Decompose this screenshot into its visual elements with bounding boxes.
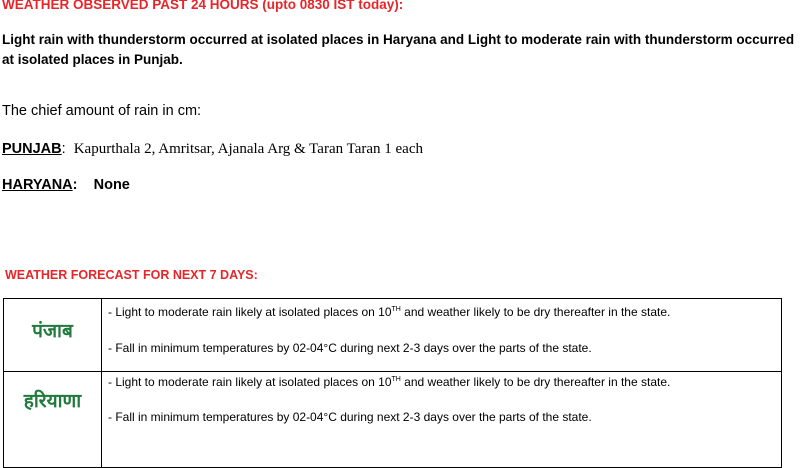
observed-summary: Light rain with thunderstorm occurred at isolated places in Haryana and Light to moderate rain with thunderstorm occurred at isolated places in Punjab. — [2, 32, 795, 67]
forecast-table — [3, 298, 782, 468]
region-haryana: हरियाणा — [23, 390, 82, 412]
punjab-rain-line — [2, 141, 423, 158]
haryana-rain-detail: None — [93, 177, 130, 193]
chief-rain-label: The chief amount of rain in cm: — [2, 103, 202, 119]
punjab-label: PUNJAB — [2, 141, 62, 157]
haryana-forecast-line-2: - Fall in minimum temperatures by 02-04°C during next 2-3 days over the parts of the state. — [108, 410, 592, 424]
haryana-label: HARYANA — [2, 177, 73, 193]
region-punjab: पंजाब — [32, 320, 73, 342]
haryana-colon: : — [72, 177, 78, 193]
forecast-heading: WEATHER FORECAST FOR NEXT 7 DAYS: — [5, 268, 258, 282]
observed-heading: WEATHER OBSERVED PAST 24 HOURS (upto 0830 IST today): — [2, 0, 404, 12]
table-column-divider — [101, 299, 102, 467]
haryana-forecast-line-1: - Light to moderate rain likely at isolated places on 10TH and weather likely to be dry thereafter in the state. — [108, 375, 671, 389]
table-row-divider — [4, 371, 781, 372]
haryana-rain-line — [2, 177, 130, 193]
punjab-forecast-line-2: - Fall in minimum temperatures by 02-04°C during next 2-3 days over the parts of the state. — [108, 341, 592, 355]
punjab-rain-detail: Kapurthala 2, Amritsar, Ajanala Arg & Taran Taran 1 each — [73, 141, 423, 157]
punjab-colon: : — [61, 141, 66, 157]
punjab-forecast-line-1: - Light to moderate rain likely at isolated places on 10TH and weather likely to be dry thereafter in the state. — [108, 305, 671, 319]
